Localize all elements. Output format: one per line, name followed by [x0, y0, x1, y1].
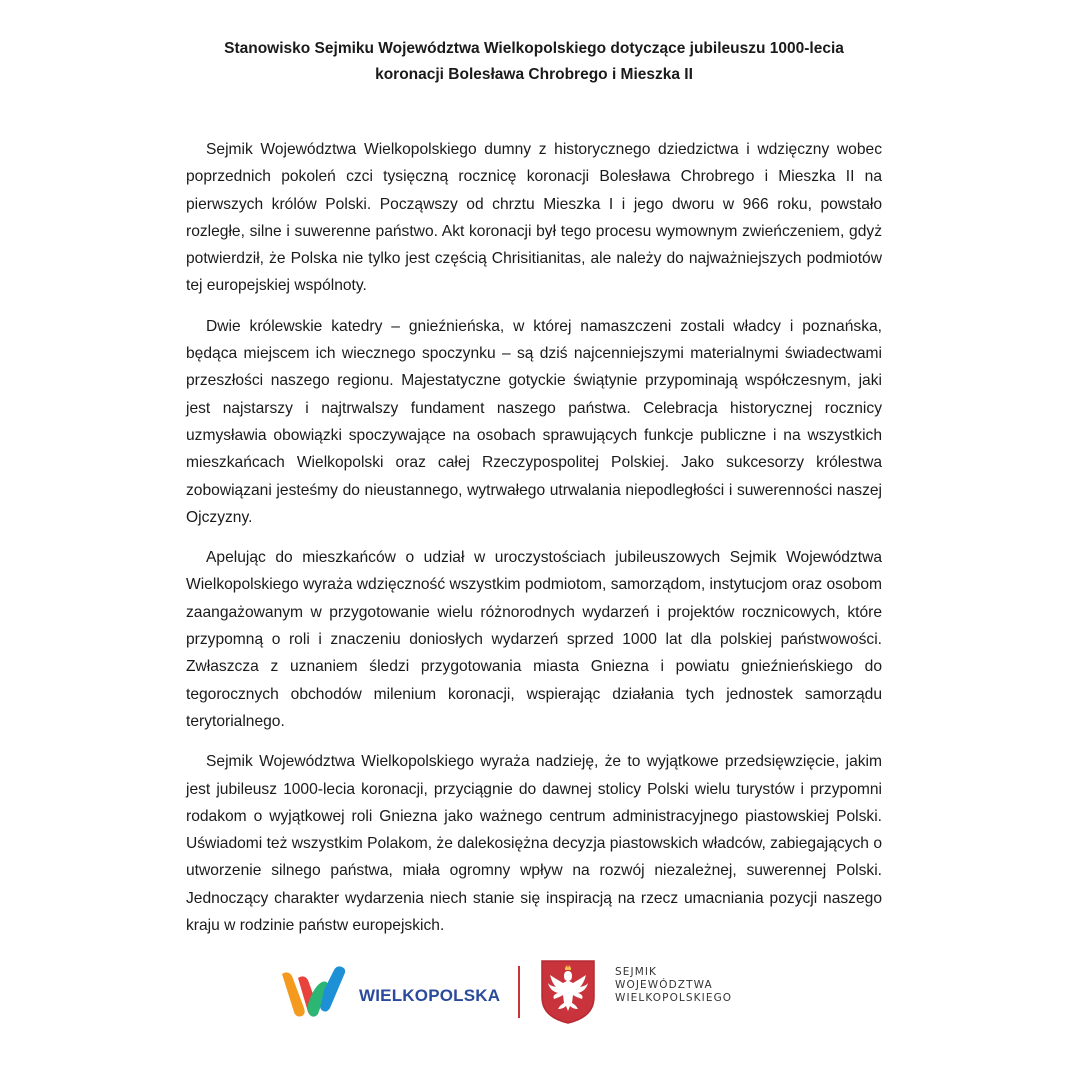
footer-logos — [278, 958, 748, 1028]
paragraph-3: Apelując do mieszkańców o udział w uroczystościach jubileuszowych Sejmik Województwa Wielkopolskiego wyraża wdzięczność wszystkim podmiotom, samorządom, instytucjom oraz osobom zaangażowanym w przygotowanie wielu różnorodnych wydarzeń i projektów rocznicowych, które przypomną o roli i znaczeniu doniosłych wydarzeń sprzed 1000 lat dla polskiej państwowości. Zwłaszcza z uznaniem śledzi przygotowania miasta Gniezna i powiatu gnieźnieńskiego do tegorocznych obchodów milenium koronacji, wspierając działania tych jednostek samorządu terytorialnego. — [186, 549, 882, 730]
logo-divider — [518, 966, 520, 1018]
document-title — [176, 36, 892, 88]
sejmik-line-2: WOJEWÓDZTWA — [615, 979, 713, 991]
title-line-1: Stanowisko Sejmiku Województwa Wielkopolskiego dotyczące jubileuszu 1000-lecia — [224, 40, 844, 57]
wielkopolska-w-logo-icon — [278, 964, 350, 1022]
document-body — [186, 136, 882, 939]
paragraph-4: Sejmik Województwa Wielkopolskiego wyraża nadzieję, że to wyjątkowe przedsięwzięcie, jakim jest jubileusz 1000-lecia koronacji, przyciągnie do dawnej stolicy Polski wielu turystów i przypomni rodakom o wyjątkowej roli Gniezna jako ważnego centrum administracyjnego piastowskiej Polski. Uświadomi też wszystkim Polakom, że dalekosiężna decyzja piastowskich władców, zabiegających o utworzenie silnego państwa, miała ogromny wpływ na rozwój niezależnej, suwerennej Polski. Jednoczący charakter wydarzenia niech stanie się inspiracją na rzecz umacniania pozycji naszego kraju w rodzinie państw europejskich. — [186, 753, 882, 935]
sejmik-line-3: WIELKOPOLSKIEGO — [615, 992, 733, 1004]
sejmik-logo-text — [615, 966, 732, 1005]
title-line-2: koronacji Bolesława Chrobrego i Mieszka II — [375, 66, 693, 83]
white-eagle-crest-icon — [540, 959, 596, 1025]
wielkopolska-logo-text: WIELKOPOLSKA — [359, 986, 501, 1005]
paragraph-2: Dwie królewskie katedry – gnieźnieńska, w której namaszczeni zostali władcy i poznańska, będąca miejscem ich wiecznego spoczynku – są dziś najcenniejszymi materialnymi świadectwami przeszłości naszego regionu. Majestatyczne gotyckie świątynie przypominają współczesnym, jaki jest najstarszy i najtrwalszy fundament naszego państwa. Celebracja historycznej rocznicy uzmysławia obowiązki spoczywające na osobach sprawujących funkcje publiczne i na wszystkich mieszkańcach Wielkopolski oraz całej Rzeczypospolitej Polskiej. Jako sukcesorzy królestwa zobowiązani jesteśmy do nieustannego, wytrwałego utrwalania niepodległości i suwerenności naszej Ojczyzny. — [186, 317, 882, 526]
document-page — [186, 36, 882, 952]
sejmik-line-1: SEJMIK — [615, 966, 658, 978]
paragraph-1: Sejmik Województwa Wielkopolskiego dumny z historycznego dziedzictwa i wdzięczny wobec poprzednich pokoleń czci tysięczną rocznicę koronacji Bolesława Chrobrego i Mieszka II na pierwszych królów Polski. Począwszy od chrztu Mieszka I i jego dworu w 966 roku, powstało rozległe, silne i suwerenne państwo. Akt koronacji był tego procesu wymownym zwieńczeniem, gdyż potwierdził, że Polska nie tylko jest częścią Chrisitianitas, ale należy do najważniejszych podmiotów tej europejskiej wspólnoty. — [186, 141, 882, 295]
